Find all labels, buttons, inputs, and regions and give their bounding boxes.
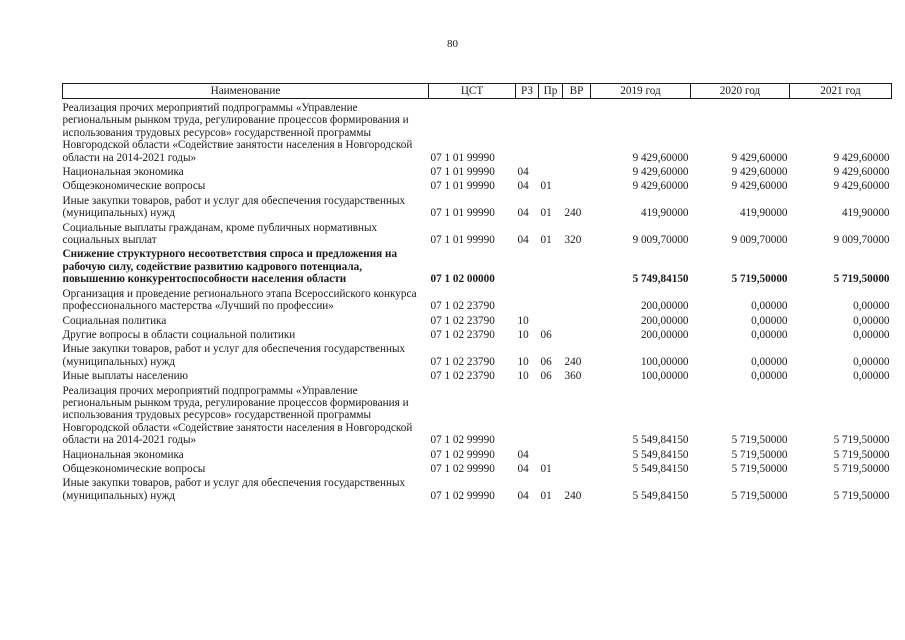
header-name: Наименование bbox=[63, 84, 429, 99]
row-vr: 240 bbox=[564, 207, 582, 220]
row-cst: 07 1 02 00000 bbox=[430, 273, 495, 286]
row-pr bbox=[539, 287, 563, 314]
row-value-2020: 9 429,60000 bbox=[731, 151, 788, 164]
row-value-2020: 5 719,50000 bbox=[731, 273, 788, 286]
row-cst: 07 1 02 99990 bbox=[430, 462, 495, 475]
row-value-2021: 0,00000 bbox=[853, 355, 890, 368]
row-name: Иные закупки товаров, работ и услуг для обеспечения государственных (муниципальных) нужд bbox=[62, 477, 406, 502]
row-value-2019: 5 549,84150 bbox=[632, 462, 689, 475]
table-row bbox=[63, 287, 892, 314]
header-pr: Пр bbox=[539, 84, 563, 99]
row-vr: 360 bbox=[564, 370, 582, 383]
row-vr bbox=[563, 314, 591, 328]
table-row bbox=[63, 247, 892, 286]
row-value-2021: 5 719,50000 bbox=[833, 273, 890, 286]
row-value-2020: 9 429,60000 bbox=[731, 166, 788, 179]
row-vr bbox=[563, 247, 591, 286]
header-rz: РЗ bbox=[516, 84, 539, 99]
row-pr bbox=[539, 448, 563, 462]
table-row bbox=[63, 476, 892, 503]
row-cst: 07 1 02 99990 bbox=[430, 448, 495, 461]
row-cst: 07 1 02 99990 bbox=[430, 489, 495, 502]
table-row bbox=[63, 221, 892, 248]
row-cst: 07 1 01 99990 bbox=[430, 180, 495, 193]
row-value-2020: 419,90000 bbox=[739, 207, 788, 220]
row-name: Реализация прочих мероприятий подпрограммы «Управление региональным рынком труда, регулирование процессов формирования и использования трудовых ресурсов» государственной программы Новгородской области «Содействие занятости населения в Новгородской области на 2014-2021 годы» bbox=[62, 102, 413, 164]
row-name: Организация и проведение регионального этапа Всероссийского конкурса профессионального мастерства «Лучший по профессии» bbox=[62, 287, 417, 313]
row-value-2021: 419,90000 bbox=[841, 207, 890, 220]
row-value-2021: 5 719,50000 bbox=[833, 448, 890, 461]
table-row bbox=[63, 314, 892, 328]
row-cst: 07 1 01 99990 bbox=[430, 207, 495, 220]
row-rz: 04 bbox=[517, 448, 529, 461]
row-pr bbox=[539, 247, 563, 286]
row-value-2021: 0,00000 bbox=[853, 314, 890, 327]
row-value-2019: 9 429,60000 bbox=[632, 151, 689, 164]
row-value-2020: 5 719,50000 bbox=[731, 448, 788, 461]
row-rz: 10 bbox=[517, 370, 529, 383]
header-2020: 2020 год bbox=[691, 84, 790, 99]
row-rz: 10 bbox=[517, 328, 529, 341]
row-value-2019: 200,00000 bbox=[640, 328, 689, 341]
row-value-2020: 0,00000 bbox=[751, 300, 788, 313]
table-row bbox=[63, 179, 892, 193]
row-name: Общеэкономические вопросы bbox=[62, 180, 206, 193]
page-number: 80 bbox=[447, 38, 458, 50]
row-cst: 07 1 01 99990 bbox=[430, 166, 495, 179]
row-vr: 240 bbox=[564, 355, 582, 368]
row-pr bbox=[539, 314, 563, 328]
table-row bbox=[63, 462, 892, 476]
table-row bbox=[63, 165, 892, 179]
row-value-2020: 5 719,50000 bbox=[731, 462, 788, 475]
row-rz: 04 bbox=[517, 166, 529, 179]
row-value-2020: 0,00000 bbox=[751, 355, 788, 368]
row-name: Иные закупки товаров, работ и услуг для обеспечения государственных (муниципальных) нужд bbox=[62, 194, 406, 220]
row-vr bbox=[563, 165, 591, 179]
row-cst: 07 1 02 23790 bbox=[430, 314, 495, 327]
row-vr bbox=[563, 179, 591, 193]
row-cst: 07 1 02 23790 bbox=[430, 355, 495, 368]
row-rz: 04 bbox=[517, 207, 529, 220]
row-value-2019: 5 549,84150 bbox=[632, 448, 689, 461]
row-value-2021: 0,00000 bbox=[853, 300, 890, 313]
row-name: Национальная экономика bbox=[62, 166, 184, 179]
row-vr bbox=[563, 462, 591, 476]
row-name: Общеэкономические вопросы bbox=[62, 462, 206, 475]
row-name: Реализация прочих мероприятий подпрограммы «Управление региональным рынком труда, регулирование процессов формирования и использования трудовых ресурсов» государственной программы Новгородской области «Содействие занятости населения в Новгородской области на 2014-2021 годы» bbox=[62, 384, 413, 447]
row-rz bbox=[516, 384, 539, 448]
row-value-2021: 9 429,60000 bbox=[833, 166, 890, 179]
row-rz: 10 bbox=[517, 355, 529, 368]
table-row bbox=[63, 384, 892, 448]
row-cst: 07 1 02 23790 bbox=[430, 300, 495, 313]
row-value-2019: 419,90000 bbox=[640, 207, 689, 220]
row-name: Другие вопросы в области социальной политики bbox=[62, 328, 296, 341]
table-header bbox=[63, 84, 892, 99]
table-body bbox=[63, 99, 892, 504]
row-cst: 07 1 02 99990 bbox=[430, 434, 495, 447]
row-cst: 07 1 02 23790 bbox=[430, 370, 495, 383]
header-2019: 2019 год bbox=[591, 84, 691, 99]
row-value-2021: 0,00000 bbox=[853, 328, 890, 341]
row-vr: 320 bbox=[564, 234, 582, 247]
row-value-2019: 5 549,84150 bbox=[632, 434, 689, 447]
row-rz bbox=[516, 247, 539, 286]
row-name: Национальная экономика bbox=[62, 448, 184, 461]
budget-table bbox=[62, 83, 892, 503]
row-pr: 01 bbox=[540, 489, 552, 502]
row-name: Иные выплаты населению bbox=[62, 370, 188, 383]
row-name: Социальные выплаты гражданам, кроме публичных нормативных социальных выплат bbox=[62, 221, 378, 247]
table-row bbox=[63, 194, 892, 221]
row-rz: 04 bbox=[517, 462, 529, 475]
row-pr: 06 bbox=[540, 355, 552, 368]
row-value-2021: 9 429,60000 bbox=[833, 180, 890, 193]
row-value-2020: 9 009,70000 bbox=[731, 234, 788, 247]
row-rz: 04 bbox=[517, 180, 529, 193]
row-value-2020: 0,00000 bbox=[751, 370, 788, 383]
row-vr bbox=[563, 448, 591, 462]
row-value-2019: 9 429,60000 bbox=[632, 166, 689, 179]
table-row bbox=[63, 448, 892, 462]
row-value-2020: 0,00000 bbox=[751, 328, 788, 341]
row-rz bbox=[516, 99, 539, 166]
table-row bbox=[63, 328, 892, 342]
row-name: Социальная политика bbox=[62, 314, 167, 327]
row-rz: 10 bbox=[517, 314, 529, 327]
row-value-2019: 9 009,70000 bbox=[632, 234, 689, 247]
row-value-2019: 100,00000 bbox=[640, 355, 689, 368]
row-vr bbox=[563, 99, 591, 166]
row-value-2021: 9 429,60000 bbox=[833, 151, 890, 164]
header-2021: 2021 год bbox=[790, 84, 892, 99]
row-vr bbox=[563, 328, 591, 342]
row-rz: 04 bbox=[517, 489, 529, 502]
row-value-2019: 200,00000 bbox=[640, 300, 689, 313]
row-pr: 01 bbox=[540, 207, 552, 220]
row-value-2021: 0,00000 bbox=[853, 370, 890, 383]
row-cst: 07 1 01 99990 bbox=[430, 234, 495, 247]
row-value-2021: 5 719,50000 bbox=[833, 434, 890, 447]
row-pr bbox=[539, 384, 563, 448]
row-name: Иные закупки товаров, работ и услуг для обеспечения государственных (муниципальных) нужд bbox=[62, 343, 406, 368]
row-value-2021: 9 009,70000 bbox=[833, 234, 890, 247]
header-cst: ЦСТ bbox=[429, 84, 516, 99]
row-value-2020: 0,00000 bbox=[751, 314, 788, 327]
row-vr: 240 bbox=[564, 489, 582, 502]
row-name: Снижение структурного несоответствия спроса и предложения на рабочую силу, содействие развитию кадрового потенциала, повышению конкурентоспособности населения области bbox=[62, 248, 398, 286]
table-row bbox=[63, 99, 892, 166]
row-pr: 01 bbox=[540, 234, 552, 247]
table-row bbox=[63, 369, 892, 383]
row-cst: 07 1 01 99990 bbox=[430, 151, 495, 164]
row-value-2019: 9 429,60000 bbox=[632, 180, 689, 193]
row-pr: 06 bbox=[540, 328, 552, 341]
table-row bbox=[63, 342, 892, 369]
row-rz: 04 bbox=[517, 234, 529, 247]
row-value-2020: 5 719,50000 bbox=[731, 434, 788, 447]
row-pr: 01 bbox=[540, 180, 552, 193]
row-value-2019: 5 749,84150 bbox=[632, 273, 689, 286]
row-value-2019: 200,00000 bbox=[640, 314, 689, 327]
row-value-2019: 5 549,84150 bbox=[632, 489, 689, 502]
row-value-2021: 5 719,50000 bbox=[833, 489, 890, 502]
header-row bbox=[63, 84, 892, 99]
row-pr bbox=[539, 165, 563, 179]
row-pr: 06 bbox=[540, 370, 552, 383]
row-vr bbox=[563, 287, 591, 314]
header-vr: ВР bbox=[563, 84, 591, 99]
row-pr: 01 bbox=[540, 462, 552, 475]
row-vr bbox=[563, 384, 591, 448]
row-pr bbox=[539, 99, 563, 166]
row-cst: 07 1 02 23790 bbox=[430, 328, 495, 341]
row-value-2021: 5 719,50000 bbox=[833, 462, 890, 475]
row-value-2020: 5 719,50000 bbox=[731, 489, 788, 502]
row-value-2020: 9 429,60000 bbox=[731, 180, 788, 193]
row-rz bbox=[516, 287, 539, 314]
row-value-2019: 100,00000 bbox=[640, 370, 689, 383]
